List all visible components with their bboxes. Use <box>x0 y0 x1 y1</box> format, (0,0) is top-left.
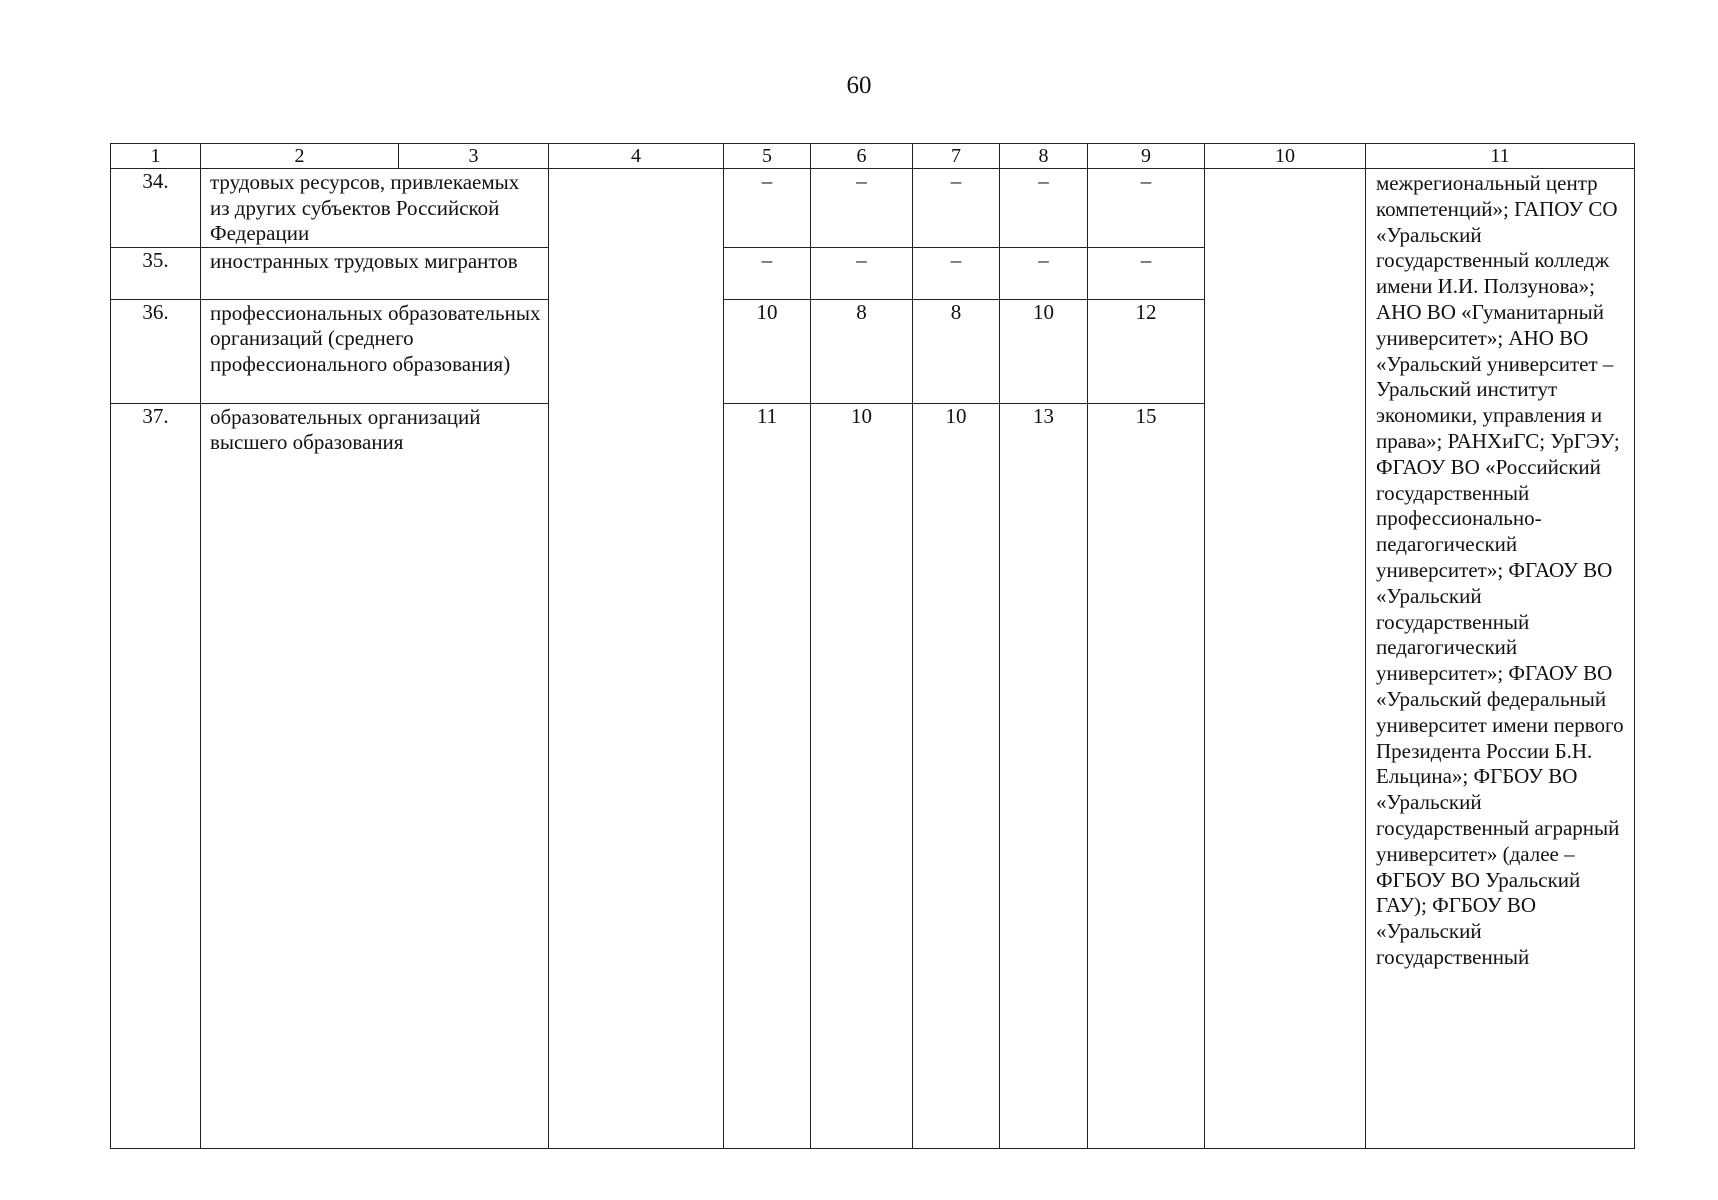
page-number: 60 <box>846 72 872 99</box>
column-header: 9 <box>1088 144 1205 169</box>
column-header: 7 <box>913 144 1000 169</box>
column-header: 5 <box>724 144 811 169</box>
column-header: 11 <box>1366 144 1635 169</box>
value-cell: 15 <box>1088 403 1205 1148</box>
value-cell: 12 <box>1088 299 1205 403</box>
column-header: 8 <box>1000 144 1088 169</box>
value-cell: – <box>1000 247 1088 299</box>
value-cell: – <box>913 169 1000 248</box>
value-cell: – <box>913 247 1000 299</box>
value-cell: – <box>1088 169 1205 248</box>
value-cell: – <box>724 169 811 248</box>
value-cell: – <box>724 247 811 299</box>
row-number: 36. <box>111 299 201 403</box>
column-10-cell <box>1205 169 1366 1149</box>
row-number: 35. <box>111 247 201 299</box>
column-header: 10 <box>1205 144 1366 169</box>
table-row <box>111 169 1635 248</box>
value-cell: 10 <box>1000 299 1088 403</box>
column-header: 2 <box>201 144 399 169</box>
row-number: 37. <box>111 403 201 1148</box>
value-cell: 8 <box>913 299 1000 403</box>
program-table <box>110 143 1635 1149</box>
value-cell: 13 <box>1000 403 1088 1148</box>
column-4-cell <box>549 169 724 1149</box>
column-header: 1 <box>111 144 201 169</box>
column-header: 3 <box>399 144 549 169</box>
column-header: 6 <box>811 144 913 169</box>
value-cell: 10 <box>913 403 1000 1148</box>
row-description: образовательных организаций высшего образования <box>201 403 549 1148</box>
row-description: трудовых ресурсов, привлекаемых из других субъектов Российской Федерации <box>201 169 549 248</box>
value-cell: – <box>1088 247 1205 299</box>
row-description: профессиональных образовательных организаций (среднего профессионального образования) <box>201 299 549 403</box>
value-cell: – <box>811 169 913 248</box>
value-cell: – <box>811 247 913 299</box>
value-cell: – <box>1000 169 1088 248</box>
row-description: иностранных трудовых мигрантов <box>201 247 549 299</box>
column-header: 4 <box>549 144 724 169</box>
value-cell: 10 <box>724 299 811 403</box>
executors-cell: межрегиональный центр компетенций»; ГАПОУ СО «Уральский государственный колледж имени И.И. Ползунова»; АНО ВО «Гуманитарный университет»; АНО ВО «Уральский университет – Уральский институт экономики, управления и права»; РАНХиГС; УрГЭУ; ФГАОУ ВО «Российский государственный профессионально-педагогический университет»; ФГАОУ ВО «Уральский государственный педагогический университет»; ФГАОУ ВО «Уральский федеральный университет имени первого Президента России Б.Н. Ельцина»; ФГБОУ ВО «Уральский государственный аграрный университет» (далее – ФГБОУ ВО Уральский ГАУ); ФГБОУ ВО «Уральский государственный <box>1366 169 1635 1149</box>
value-cell: 10 <box>811 403 913 1148</box>
value-cell: 11 <box>724 403 811 1148</box>
row-number: 34. <box>111 169 201 248</box>
value-cell: 8 <box>811 299 913 403</box>
table-header-row <box>111 144 1635 169</box>
